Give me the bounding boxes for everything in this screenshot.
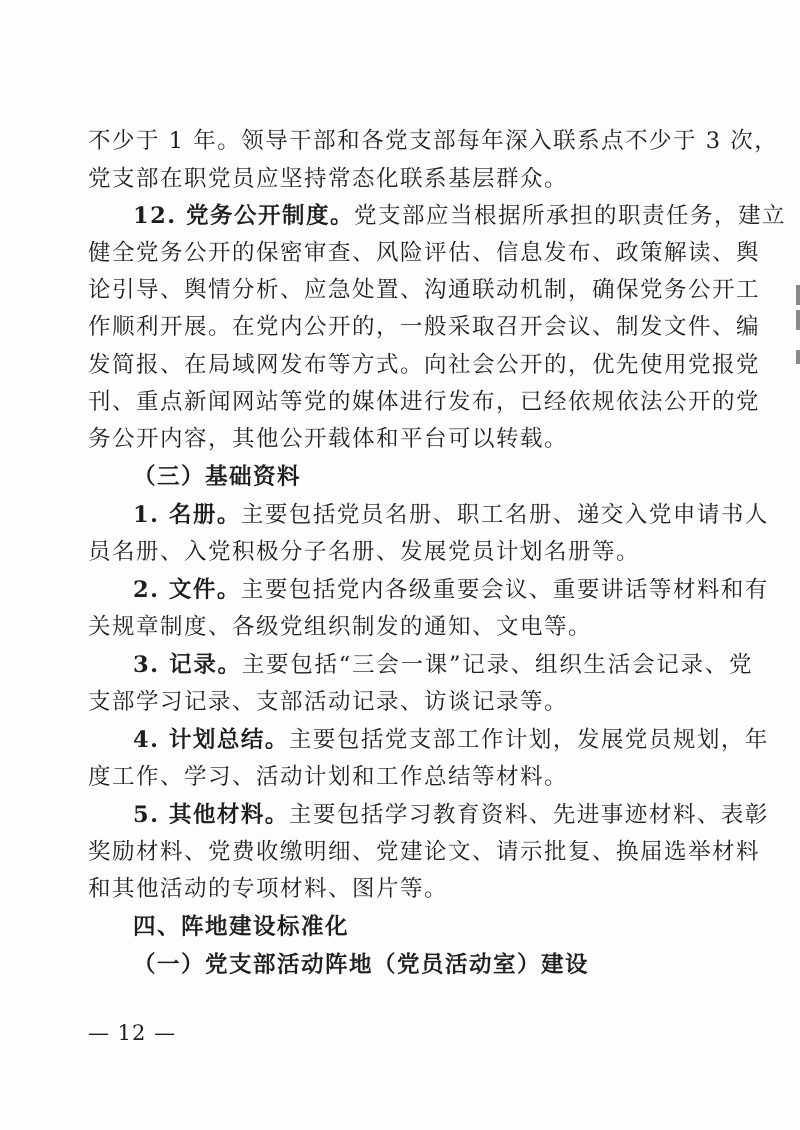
paragraph-line: 度工作、学习、活动计划和工作总结等材料。 — [88, 764, 569, 790]
paragraph-line: 和其他活动的专项材料、图片等。 — [88, 876, 449, 902]
paragraph-line — [133, 201, 786, 231]
item-text: 主要包括“三会一课”记录、组织生活会记录、党 — [241, 652, 753, 678]
paragraph-line: 不少于 1 年。领导干部和各党支部每年深入联系点不少于 3 次， — [88, 128, 779, 154]
paragraph-line: 健全党务公开的保密审查、风险评估、信息发布、政策解读、舆 — [88, 240, 761, 266]
item-text: 主要包括学习教育资料、先进事迹材料、表彰 — [288, 802, 769, 828]
paragraph-line — [133, 500, 769, 530]
paragraph-line: 员名册、入党积极分子名册、发展党员计划名册等。 — [88, 539, 641, 565]
paragraph-line — [133, 575, 769, 605]
scan-edge-mark — [796, 350, 800, 364]
item-label: 1. 名册。 — [133, 502, 241, 528]
item-label: 5. 其他材料。 — [133, 802, 289, 828]
paragraph-line — [133, 800, 769, 830]
paragraph-line: 关规章制度、各级党组织制发的通知、文电等。 — [88, 614, 593, 640]
item-text: 党支部应当根据所承担的职责任务，建立 — [353, 203, 786, 229]
item-label: 3. 记录。 — [133, 652, 242, 678]
paragraph-line: 务公开内容，其他公开载体和平台可以转载。 — [88, 426, 569, 452]
paragraph-line: 刊、重点新闻网站等党的媒体进行发布，已经依规依法公开的党 — [88, 389, 761, 415]
section-heading: 四、阵地建设标准化 — [133, 914, 350, 940]
scan-edge-mark — [796, 285, 800, 305]
paragraph-line: 论引导、舆情分析、应急处置、沟通联动机制，确保党务公开工 — [88, 277, 761, 303]
page-number: — 12 — — [88, 1021, 177, 1045]
section-heading: （三）基础资料 — [133, 464, 302, 490]
paragraph-line: 党支部在职党员应坚持常态化联系基层群众。 — [88, 166, 569, 192]
item-text: 主要包括党支部工作计划，发展党员规划，年 — [288, 727, 769, 753]
item-label: 12. 党务公开制度。 — [133, 203, 354, 229]
paragraph-line: 作顺利开展。在党内公开的，一般采取召开会议、制发文件、编 — [88, 314, 761, 340]
item-label: 2. 文件。 — [133, 577, 241, 603]
scan-edge-mark — [796, 310, 800, 330]
item-label: 4. 计划总结。 — [133, 727, 289, 753]
paragraph-line — [133, 650, 753, 680]
paragraph-line: 发简报、在局域网发布等方式。向社会公开的，优先使用党报党 — [88, 352, 761, 378]
item-text: 主要包括党内各级重要会议、重要讲话等材料和有 — [240, 577, 769, 603]
paragraph-line: 支部学习记录、支部活动记录、访谈记录等。 — [88, 689, 569, 715]
subsection-heading: （一）党支部活动阵地（党员活动室）建设 — [133, 952, 590, 978]
paragraph-line: 奖励材料、党费收缴明细、党建论文、请示批复、换届选举材料 — [88, 839, 761, 865]
item-text: 主要包括党员名册、职工名册、递交入党申请书人 — [240, 502, 769, 528]
paragraph-line — [133, 725, 769, 755]
